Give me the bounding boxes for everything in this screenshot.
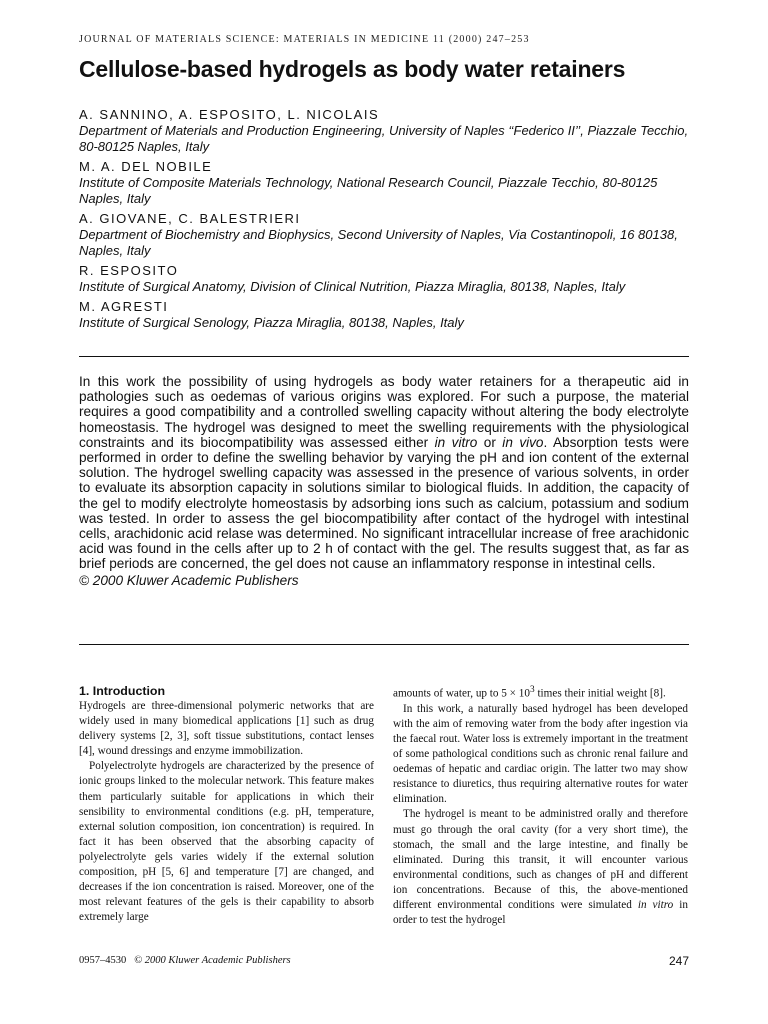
paragraph [393, 807, 688, 928]
abstract-text-part: . Absorption tests were performed in order to define the swelling behavior by varying the pH and ion content of the external solution. The hydrogel swelling capacity was assessed in the presence of various solvents, in order to evaluate its absorption capacity in solutions similar to biological fluids. In addition, the capacity of the gel to modify electrolyte homeostasis by adsorbing ions such as calcium, potassium and sodium was tested. In order to assess the gel biocompatibility after contact of the hydrogel with intestinal cells, arachidonic acid relase was determined. No significant intracellular increase of free arachidonic acid was found in the cells after up to 2 h of contact with the gel. The results suggest that, as far as brief periods are concerned, the gel does not cause an inflammatory response in intestinal cells. [79, 434, 690, 572]
abstract-text-part: or [477, 434, 503, 450]
author-names: A. SANNINO, A. ESPOSITO, L. NICOLAIS [79, 107, 380, 122]
body-column-left [79, 683, 374, 925]
abstract-text-part: In this work the possibility of using hydrogels as body water retainers for a therapeutic aid in pathologies such as oedemas of various origins was explored. For such a purpose, the material requires a good compatibility and a controlled swelling capacity without altering the body electrolyte homeostasis. The hydrogel was designed to meet the swelling requirements with the physiological constraints and its biocompatibility was assessed either [79, 374, 689, 450]
paragraph: Hydrogels are three-dimensional polymeric networks that are widely used in many biomedical applications [1] such as drug delivery systems [2, 3], soft tissue substitutions, contact lenses [4], wound dressings and enzyme immobilization. [79, 700, 374, 758]
author-affiliation: Department of Materials and Production Engineering, University of Naples ‘‘Federico II’’, Piazzale Tecchio, 80-80125 Naples, Italy [79, 123, 689, 154]
author-list [79, 107, 689, 335]
superscript: 3 [529, 685, 535, 695]
abstract-emphasis: in vitro [434, 434, 478, 450]
paper-page [79, 0, 689, 1024]
author-names: M. AGRESTI [79, 299, 169, 314]
abstract-top-rule [79, 356, 689, 357]
body-column-right [393, 683, 688, 928]
author-group [79, 211, 689, 259]
author-affiliation: Department of Biochemistry and Biophysics, Second University of Naples, Via Costantinopoli, 16 80138, Naples, Italy [79, 227, 678, 258]
paragraph-emphasis: in vitro [637, 899, 674, 912]
author-group [79, 107, 689, 155]
abstract-emphasis: in vivo [502, 434, 544, 450]
abstract [79, 374, 689, 588]
paragraph: In this work, a naturally based hydrogel has been developed with the aim of removing water from the body after ingestion via the faecal rout. Water loss is extremely important in the treatment of some pathological conditions such as chronic renal failure and oedemas of hepatic and cardiac origin. The latter two may show resistance to diuretics, thus requiring alternative routes for water elimination. [393, 702, 688, 806]
abstract-text [79, 374, 689, 572]
author-names: A. GIOVANE, C. BALESTRIERI [79, 211, 301, 226]
author-group [79, 263, 689, 295]
paragraph-text: in order to test the hydrogel [393, 899, 688, 927]
author-affiliation: Institute of Surgical Senology, Piazza Miraglia, 80138, Naples, Italy [79, 315, 464, 330]
paragraph [393, 683, 688, 702]
paragraph-text: The hydrogel is meant to be administred orally and therefore must go through the oral cavity (for a very short time), the stomach, the small and the large intestine, and finally be eliminated. During this transit, it will encounter various environmental conditions, such as changes of pH and different ion concentrations. Because of this, the above-mentioned different environmental conditions were simulated [393, 808, 688, 912]
author-names: R. ESPOSITO [79, 263, 179, 278]
paper-title: Cellulose-based hydrogels as body water retainers [79, 56, 626, 82]
footer-issn-line [79, 955, 291, 966]
paragraph: Polyelectrolyte hydrogels are characterized by the presence of ionic groups linked to the molecular network. This feature makes them particularly suitable for applications in which their sensibility to environmental conditions (e.g. pH, temperature, external solution composition, ion concentration) is required. In fact it has been observed that the absorbing capacity of polyelectrolyte gels varies widely if the external solution composition, pH [5, 6] and temperature [7] are changed, and decreases if the ion concentration is raised. Moreover, one of the most relevant features of the gels is their capability to absorb extremely large [79, 760, 374, 924]
author-affiliation: Institute of Composite Materials Technology, National Research Council, Piazzale Tecchio, 80-80125 Naples, Italy [79, 175, 658, 206]
author-group [79, 159, 689, 207]
footer-publisher: © 2000 Kluwer Academic Publishers [134, 955, 291, 966]
page-number: 247 [668, 954, 689, 968]
author-group [79, 299, 689, 331]
section-heading: 1. Introduction [79, 684, 166, 698]
footer-issn: 0957–4530 [79, 955, 127, 966]
paragraph-text: amounts of water, up to 5 × 10 [393, 687, 530, 700]
abstract-bottom-rule [79, 644, 689, 645]
running-head: JOURNAL OF MATERIALS SCIENCE: MATERIALS IN MEDICINE 11 (2000) 247–253 [79, 34, 530, 45]
paragraph-text: times their initial weight [8]. [534, 687, 666, 700]
abstract-copyright: © 2000 Kluwer Academic Publishers [79, 572, 299, 588]
author-names: M. A. DEL NOBILE [79, 159, 213, 174]
author-affiliation: Institute of Surgical Anatomy, Division of Clinical Nutrition, Piazza Miraglia, 80138, Naples, Italy [79, 279, 626, 294]
